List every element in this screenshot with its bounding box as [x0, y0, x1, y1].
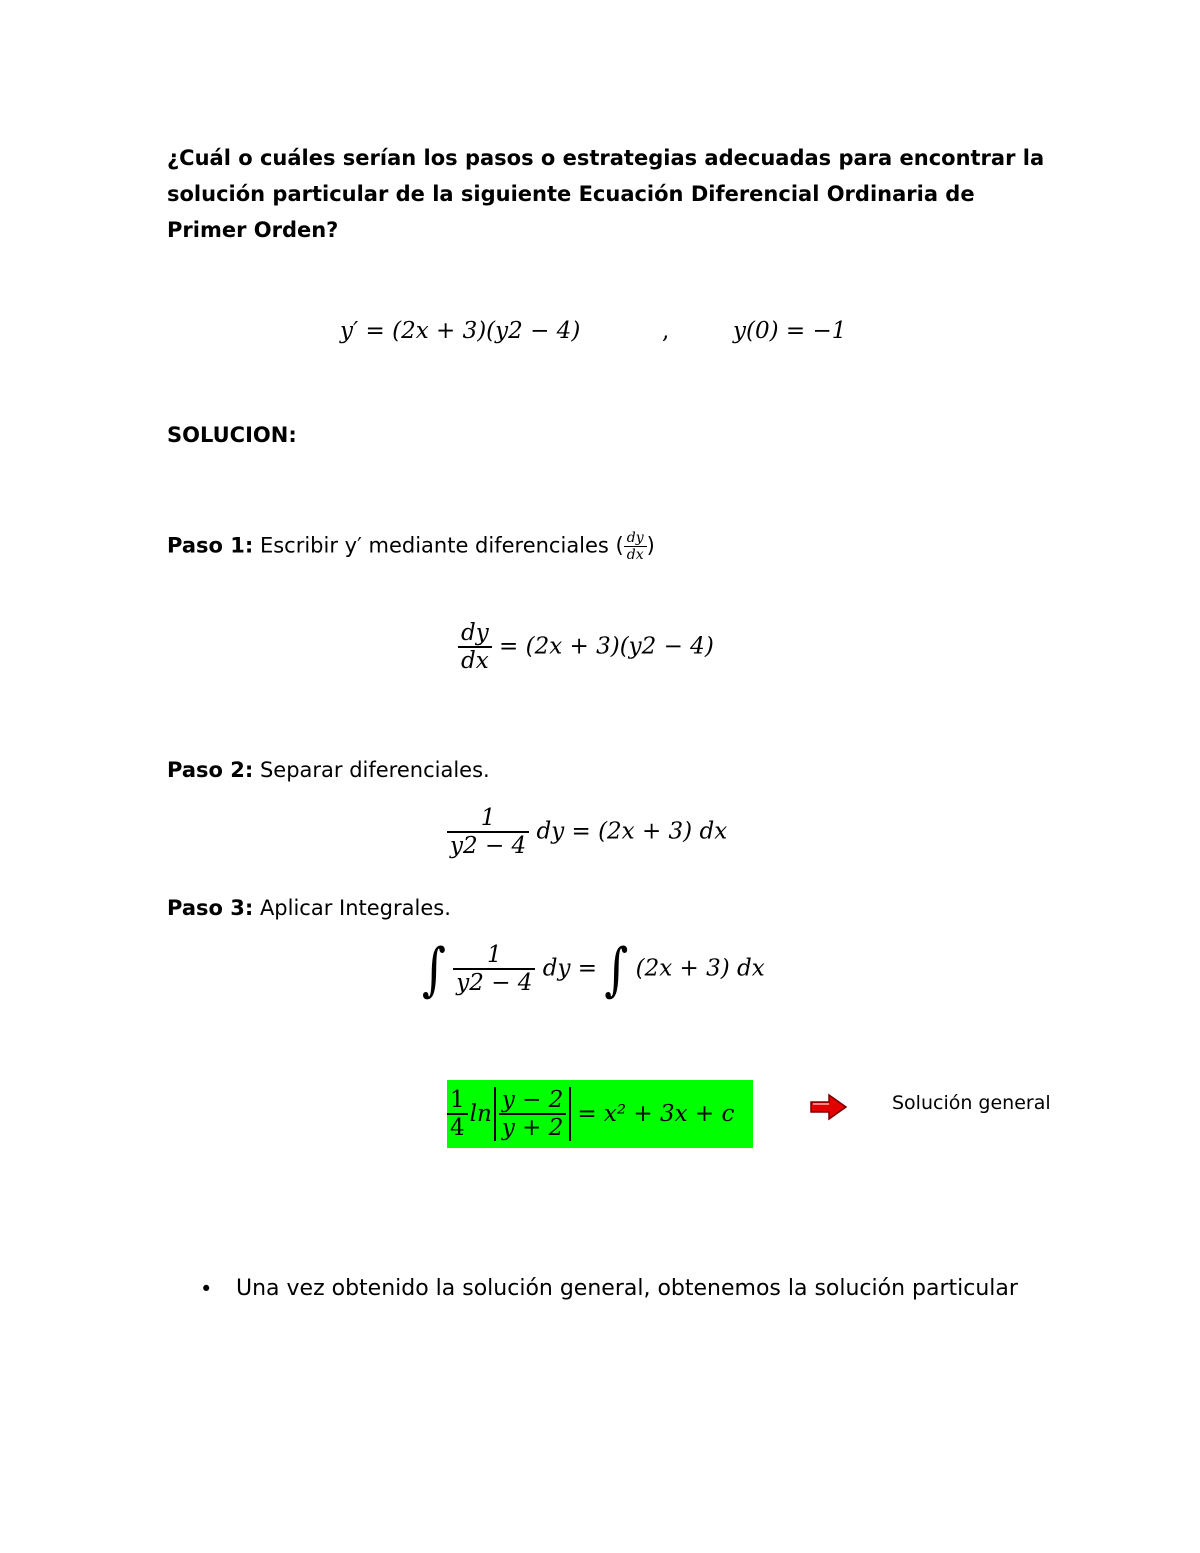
ln-text: ln: [469, 1101, 492, 1127]
step-1-den: dx: [458, 646, 492, 674]
initial-condition: [733, 318, 846, 344]
right-arrow-icon: [809, 1093, 849, 1121]
step-3-mid: dy =: [542, 955, 598, 982]
step-1-text-end: ): [646, 533, 655, 558]
step-1-inline-den: dx: [624, 546, 647, 563]
equation-separator: ,: [662, 318, 670, 344]
bullet-icon: •: [200, 1277, 213, 1301]
step-3-num: 1: [487, 942, 502, 968]
step-1-equation: [458, 620, 714, 675]
main-equation-lhs: y′ = (2x + 3)(y2 − 4): [340, 318, 581, 344]
step-1-text: Escribir y′ mediante diferenciales (: [259, 533, 624, 558]
bullet-text: Una vez obtenido la solución general, obtenemos la solución particular: [236, 1276, 1018, 1301]
question-text: ¿Cuál o cuáles serían los pasos o estrategias adecuadas para encontrar la solución particular de la siguiente Ecuación Diferencial Ordinaria de Primer Orden?: [167, 146, 1045, 242]
abs-num: y − 2: [501, 1086, 564, 1113]
step-2-fraction: [447, 805, 529, 860]
step-3-den: y2 − 4: [453, 968, 535, 996]
integral-sign-right: ∫: [604, 935, 629, 1004]
step-1-fraction: [458, 620, 492, 675]
integral-sign-left: ∫: [422, 935, 446, 1004]
solution-heading: SOLUCION:: [167, 423, 297, 447]
step-1-rhs: = (2x + 3)(y2 − 4): [499, 633, 714, 660]
initial-condition-text: y(0) = −1: [733, 318, 847, 344]
step-3-equation: [422, 935, 765, 1004]
step-2-label: Paso 2:: [167, 758, 254, 782]
coef-num: 1: [450, 1086, 465, 1113]
step-1-num: dy: [461, 620, 489, 646]
step-1-inline-num: dy: [626, 530, 644, 546]
step-3-fraction: [453, 942, 535, 997]
coef-den: 4: [447, 1113, 468, 1141]
step-2-equation: [447, 805, 727, 860]
step-2-den: y2 − 4: [447, 831, 529, 859]
general-solution-rhs: = x² + 3x + c: [577, 1101, 735, 1127]
step-2-text: Separar diferenciales.: [259, 758, 490, 782]
coefficient-fraction: [447, 1087, 468, 1142]
step-2-rhs: dy = (2x + 3) dx: [536, 818, 728, 845]
step-3-text: Aplicar Integrales.: [259, 896, 451, 920]
step-3-label: Paso 3:: [167, 896, 254, 920]
general-solution-label: Solución general: [892, 1092, 1051, 1114]
absolute-value: [494, 1087, 572, 1142]
step-3-line: [167, 896, 451, 920]
step-2-num: 1: [480, 805, 496, 831]
step-1-inline-fraction: [624, 530, 647, 563]
abs-den: y + 2: [499, 1113, 567, 1141]
abs-fraction: [499, 1087, 567, 1142]
main-equation: [340, 318, 580, 344]
step-1-line: [167, 530, 655, 563]
step-1-label: Paso 1:: [167, 533, 254, 558]
general-solution-equation: [447, 1080, 734, 1148]
step-2-line: [167, 758, 490, 782]
step-3-rhs: (2x + 3) dx: [635, 955, 765, 982]
